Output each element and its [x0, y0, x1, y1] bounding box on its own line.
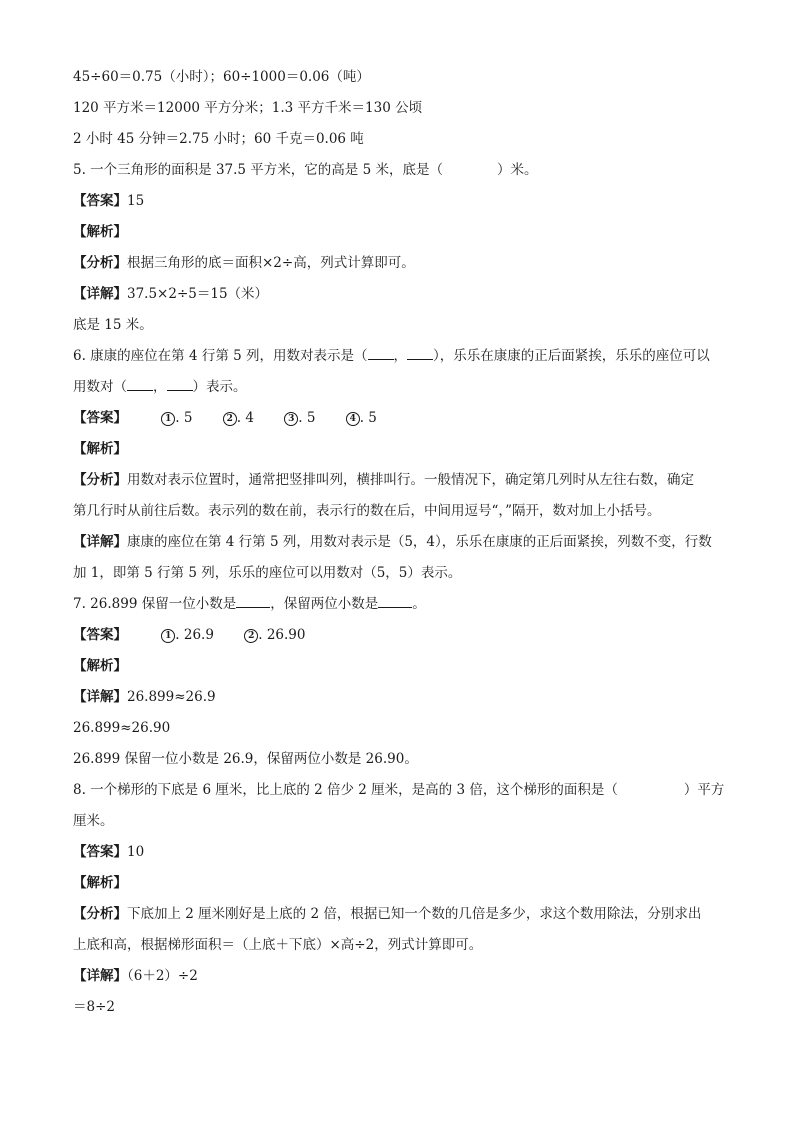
analysis-tag: 【解析】: [73, 875, 127, 891]
analysis-tag: 【解析】: [73, 658, 127, 674]
q8-answer: [73, 837, 723, 868]
q7-detail-text-1: 26.899≈26.9: [127, 689, 216, 705]
q8-question-line-1: [73, 775, 723, 806]
answer-item-value: . 26.90: [258, 627, 306, 643]
q7-analysis: [73, 651, 723, 682]
q6-question-tail: ），乐乐在康康的正后面紧挨，乐乐的座位可以: [433, 348, 710, 364]
circled-number-icon: 1: [161, 412, 175, 426]
circled-number-icon: 1: [161, 629, 175, 643]
q6-blank-1: [368, 346, 394, 360]
answer-item-value: . 26.9: [175, 627, 214, 643]
circled-number-icon: 2: [223, 412, 237, 426]
answer-tag: 【答案】: [73, 627, 127, 643]
q6-question-d: ）表示。: [192, 379, 247, 395]
q7-conclusion: 26.899 保留一位小数是 26.9，保留两位小数是 26.90。: [73, 751, 418, 767]
q7-question-text: 7. 26.899 保留一位小数是: [73, 596, 237, 612]
q5-fenxi-text: 根据三角形的底＝面积×2÷高，列式计算即可。: [127, 255, 415, 271]
q8-analysis: [73, 868, 723, 899]
q8-detail-2: ＝8÷2: [73, 999, 115, 1015]
q7-blank-1: [236, 594, 270, 608]
answer-tag: 【答案】: [73, 193, 127, 209]
analysis-tag: 【解析】: [73, 441, 127, 457]
answer-item-value: . 5: [175, 410, 193, 426]
q6-blank-2: [407, 346, 433, 360]
q7-blank-2: [378, 594, 412, 608]
conversion-line-2: 120 平方米＝12000 平方分米；1.3 平方千米＝130 公顷: [73, 100, 423, 116]
q7-answer-list: [161, 620, 331, 651]
q7-question: [73, 589, 723, 620]
q5-question-text: 5. 一个三角形的面积是 37.5 平方米，它的高是 5 米，底是（: [73, 162, 443, 178]
q6-fenxi-text-1: 用数对表示位置时，通常把竖排叫列，横排叫行。一般情况下，确定第几列时从左往右数，确定: [127, 472, 694, 488]
q7-detail-2: 26.899≈26.90: [73, 720, 171, 736]
answer-item-value: . 5: [359, 410, 377, 426]
q6-question-line-2: [73, 372, 723, 403]
q5-fenxi: [73, 248, 723, 279]
q8-question-text: 8. 一个梯形的下底是 6 厘米，比上底的 2 倍少 2 厘米，是高的 3 倍，这个梯形的面积是（: [73, 782, 618, 798]
q8-fenxi-text-1: 下底加上 2 厘米刚好是上底的 2 倍，根据已知一个数的几倍是多少，求这个数用除法，分别求出: [127, 906, 702, 922]
q6-question-line-1: [73, 341, 723, 372]
q8-answer-value: 10: [127, 844, 145, 860]
q6-question-text: 6. 康康的座位在第 4 行第 5 列，用数对表示是（: [73, 348, 368, 364]
fenxi-tag: 【分析】: [73, 472, 127, 488]
conversion-line-1: 45÷60＝0.75（小时）；60÷1000＝0.06（吨）: [73, 69, 370, 85]
conversion-line-3: 2 小时 45 分钟＝2.75 小时；60 千克＝0.06 吨: [73, 131, 364, 147]
q5-analysis: [73, 217, 723, 248]
circled-number-icon: 2: [244, 629, 258, 643]
q5-detail: [73, 279, 723, 310]
q6-blank-4: [167, 377, 193, 391]
answer-item: [161, 620, 214, 651]
q6-comma: ，: [393, 348, 408, 364]
q5-conclusion: 底是 15 米。: [73, 317, 153, 333]
q8-detail-text-1: （6＋2）÷2: [127, 968, 198, 984]
fenxi-tag: 【分析】: [73, 906, 127, 922]
q8-fenxi-1: [73, 899, 723, 930]
fenxi-tag: 【分析】: [73, 255, 127, 271]
document-page: [73, 62, 723, 1023]
detail-tag: 【详解】: [73, 534, 127, 550]
q6-detail-1: [73, 527, 723, 558]
answer-item-value: . 5: [298, 410, 316, 426]
answer-item: [161, 403, 192, 434]
q7-answer: [73, 620, 723, 651]
answer-item: [284, 403, 315, 434]
answer-tag: 【答案】: [73, 410, 127, 426]
circled-number-icon: 3: [284, 412, 298, 426]
q6-fenxi-2: 第几行时从前往后数。表示列的数在前，表示行的数在后，中间用逗号“，”隔开，数对加上小括号。: [73, 503, 661, 519]
q6-fenxi-1: [73, 465, 723, 496]
q6-answer: [73, 403, 723, 434]
q8-question-line-2: 厘米。: [73, 813, 114, 829]
q8-question-tail: ）平方: [683, 782, 725, 798]
q5-question: [73, 155, 723, 186]
q6-comma-2: ，: [153, 379, 167, 395]
q7-detail-1: [73, 682, 723, 713]
answer-item: [346, 403, 377, 434]
answer-tag: 【答案】: [73, 844, 127, 860]
q6-answer-list: [161, 403, 403, 434]
q8-fenxi-2: 上底和高，根据梯形面积＝（上底＋下底）×高÷2，列式计算即可。: [73, 937, 483, 953]
q6-detail-text-1: 康康的座位在第 4 行第 5 列，用数对表示是（5，4），乐乐在康康的正后面紧挨，列数不变，行数: [127, 534, 712, 550]
detail-tag: 【详解】: [73, 968, 127, 984]
q6-blank-3: [127, 377, 153, 391]
q5-answer-value: 15: [127, 193, 145, 209]
q5-question-tail: ）米。: [496, 162, 538, 178]
answer-item: [244, 620, 305, 651]
q7-question-end: 。: [412, 596, 426, 612]
q6-analysis: [73, 434, 723, 465]
q5-answer: [73, 186, 723, 217]
answer-item-value: . 4: [236, 410, 254, 426]
q6-detail-2: 加 1，即第 5 行第 5 列，乐乐的座位可以用数对（5，5）表示。: [73, 565, 462, 581]
answer-item: [223, 403, 254, 434]
q5-detail-text: 37.5×2÷5＝15（米）: [127, 286, 269, 302]
q7-question-mid: ，保留两位小数是: [270, 596, 379, 612]
detail-tag: 【详解】: [73, 689, 127, 705]
q8-detail-1: [73, 961, 723, 992]
q6-question-c: 用数对（: [73, 379, 127, 395]
detail-tag: 【详解】: [73, 286, 127, 302]
analysis-tag: 【解析】: [73, 224, 127, 240]
circled-number-icon: 4: [346, 412, 360, 426]
